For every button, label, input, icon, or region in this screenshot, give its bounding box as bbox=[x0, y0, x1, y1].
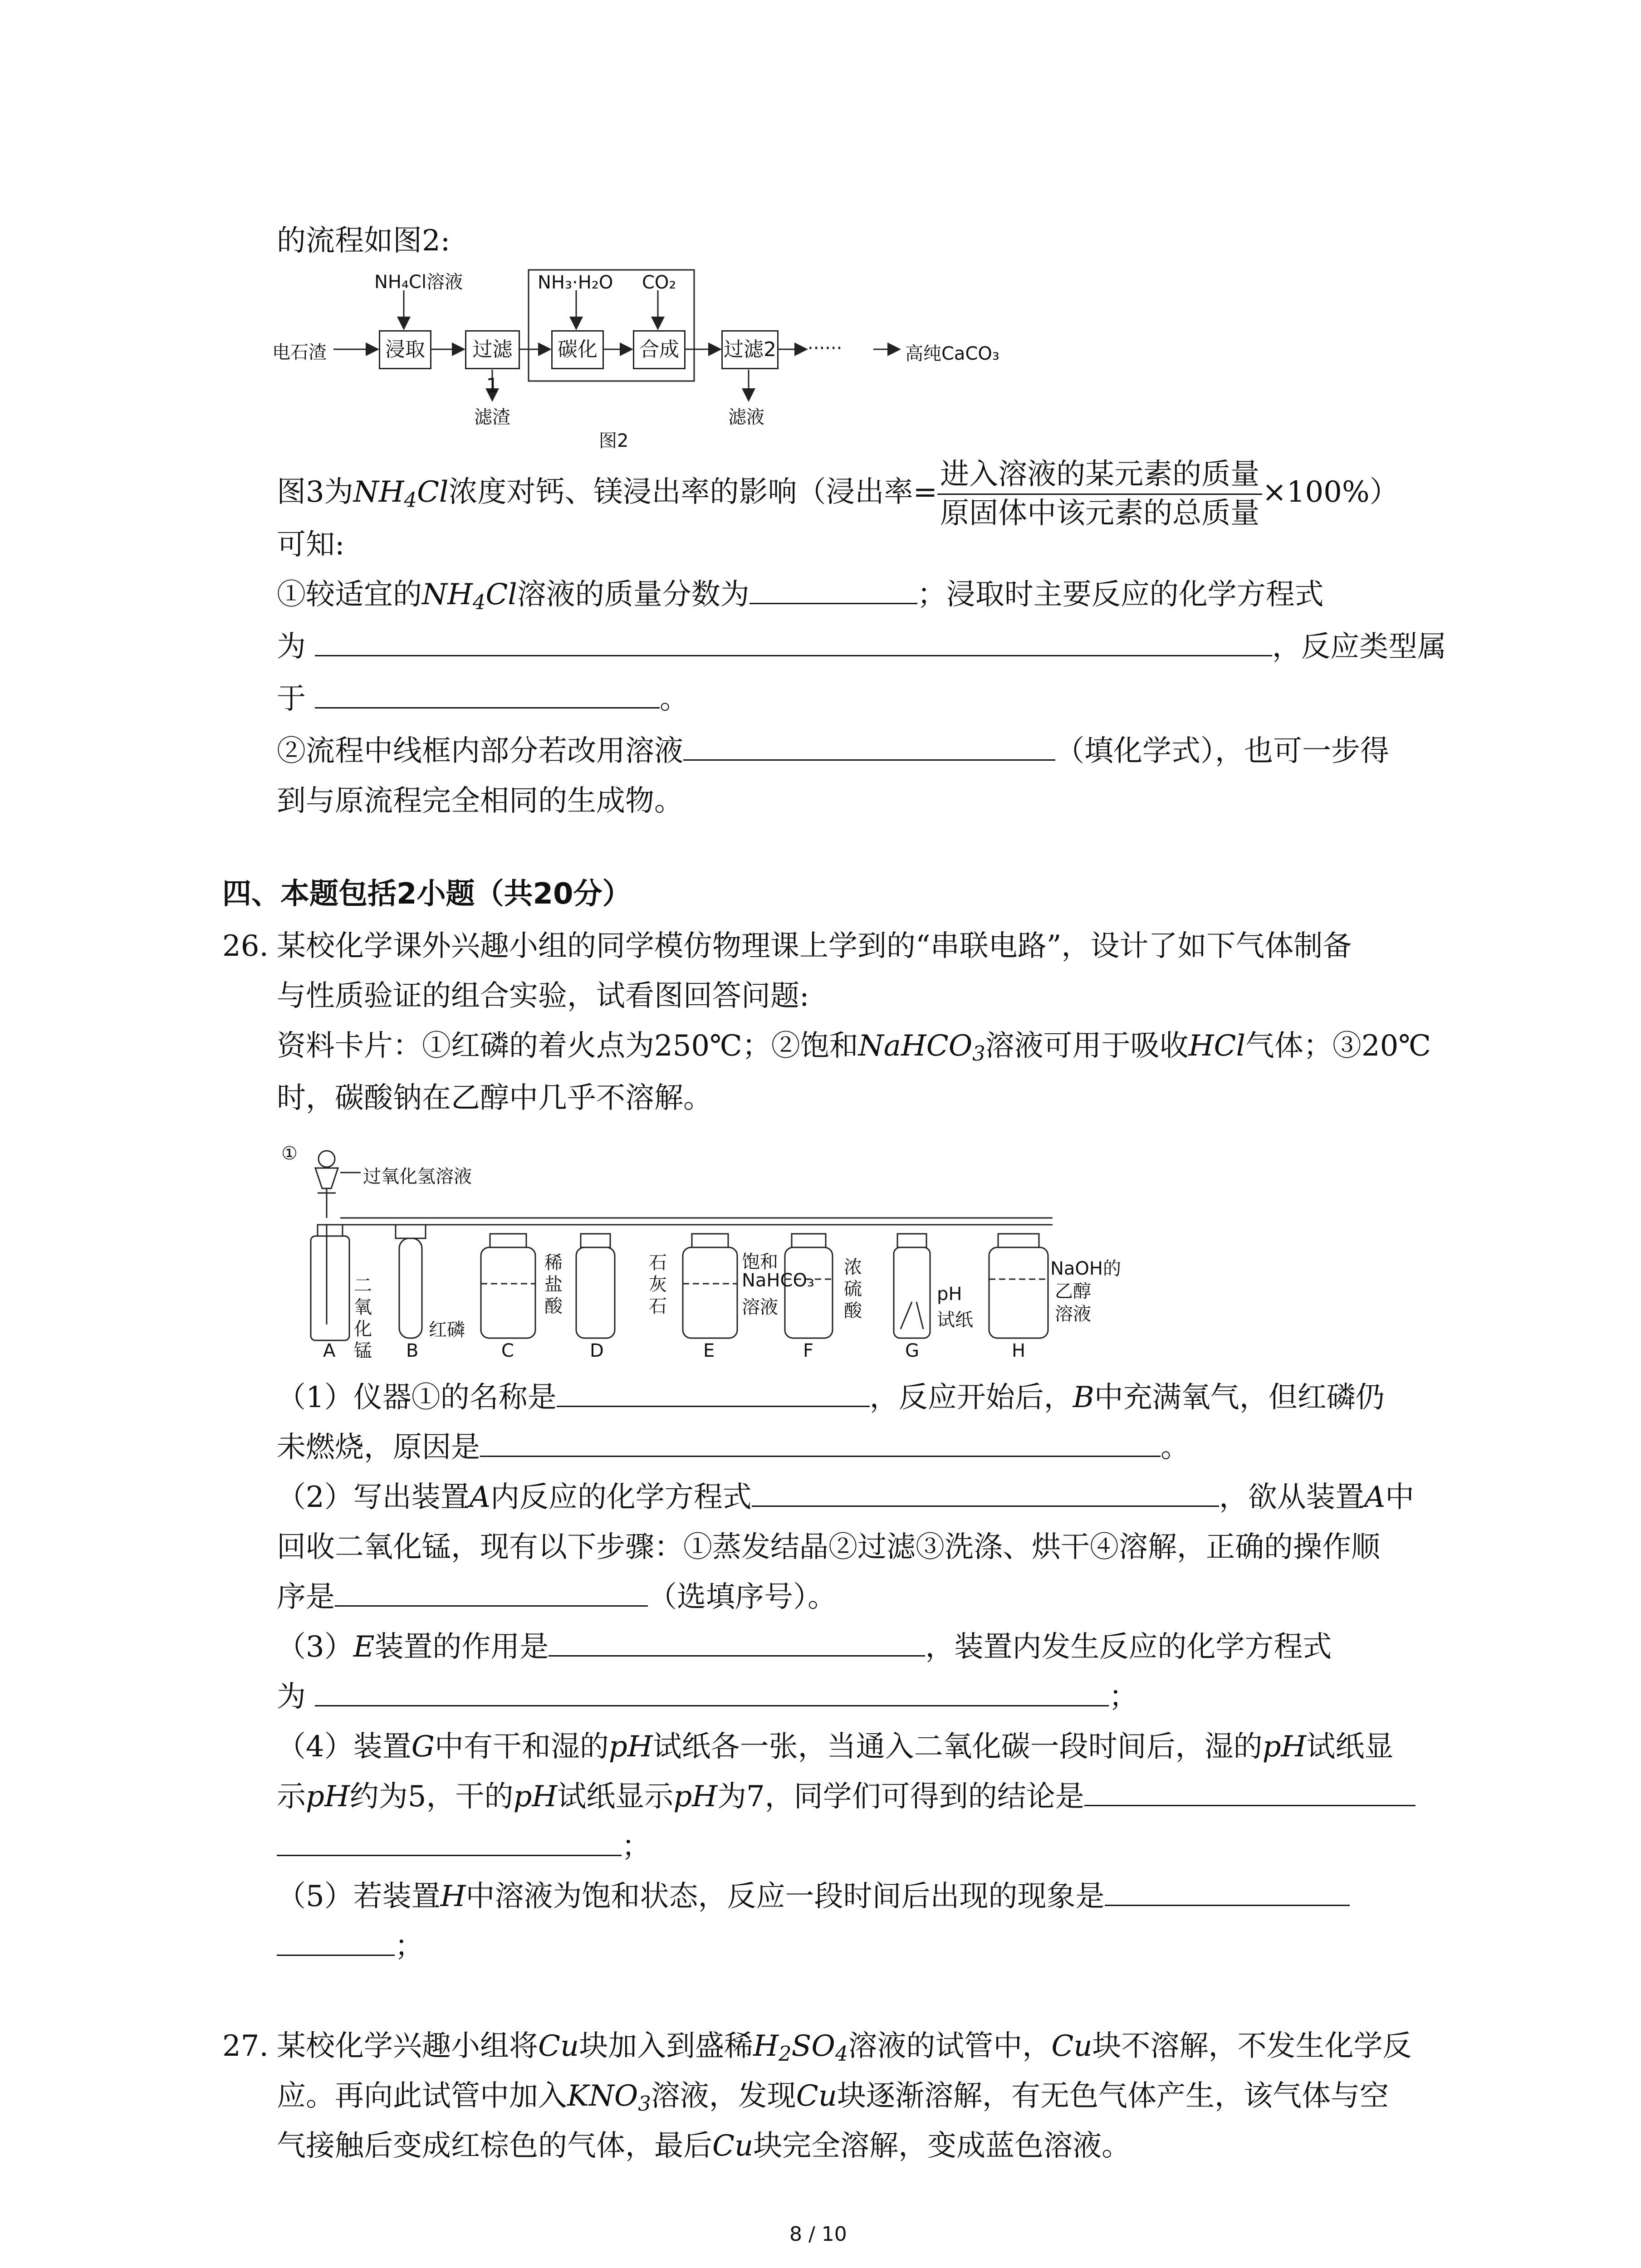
h2o2-label: 过氧化氢溶液 bbox=[363, 1166, 472, 1187]
q25-part2-line1: ②流程中线框内部分若改用溶液 （填化学式），也可一步得 bbox=[277, 733, 1389, 770]
flow-step-synthesis: 合成 bbox=[633, 330, 686, 369]
q26-stem-line2: 与性质验证的组合实验，试看图回答问题: bbox=[277, 979, 809, 1013]
q26-part4-line2: 示pH约为5，干的pH试纸显示pH为7，同学们可得到的结论是 bbox=[277, 1778, 1416, 1816]
ph-paper-label-2: 试纸 bbox=[937, 1310, 973, 1330]
answer-blank[interactable] bbox=[277, 1828, 622, 1856]
separatory-funnel-marker: ① bbox=[281, 1143, 298, 1164]
mno2-label: 二氧化锰 bbox=[354, 1275, 372, 1361]
apparatus-letter-c: C bbox=[501, 1340, 514, 1361]
apparatus-letter-d: D bbox=[590, 1340, 604, 1361]
naoh-label-1: NaOH的 bbox=[1050, 1258, 1121, 1279]
q27-line2: 应。再向此试管中加入$KNO_3$溶液，发现Cu块逐渐溶解，有无色气体产生，该气体与空 bbox=[277, 2079, 1389, 2116]
apparatus-letter-b: B bbox=[406, 1340, 419, 1361]
q25-part1-line2: 为 ，反应类型属 bbox=[277, 628, 1446, 666]
q27-number: 27. bbox=[222, 2029, 269, 2063]
q26-part3-line1: （3）E装置的作用是 ，装置内发生反应的化学方程式 bbox=[277, 1628, 1332, 1666]
q25-fig3-line: 图3为$NH_4Cl$浓度对钙、镁浸出率的影响（浸出率= $\frac{\text{进入溶液的某元素的质量}}{\text{原固体中该元素的总质量}}$ ×100%） bbox=[277, 456, 1399, 533]
answer-blank[interactable] bbox=[557, 1379, 870, 1407]
flow-step-leach: 浸取 bbox=[379, 330, 431, 369]
q25-part1-line3: 于 。 bbox=[277, 680, 689, 718]
answer-blank[interactable] bbox=[1105, 1878, 1350, 1906]
nahco3-label-1: 饱和 bbox=[742, 1251, 778, 1272]
answer-blank[interactable] bbox=[315, 1679, 1109, 1706]
page-number: 8 / 10 bbox=[789, 2223, 847, 2246]
flow-waste-filtrate: 滤液 bbox=[728, 407, 764, 428]
flow-step-carbonize: 碳化 bbox=[551, 330, 604, 369]
flow-input-material: 电石渣 bbox=[272, 342, 327, 363]
flow-product: 高纯CaCO₃ bbox=[905, 343, 999, 364]
flow-step-filter2: 过滤2 bbox=[721, 330, 779, 369]
q26-stem-line4: 时，碳酸钠在乙醇中几乎不溶解。 bbox=[277, 1081, 712, 1115]
answer-blank[interactable] bbox=[277, 1928, 395, 1956]
q26-part4-line3: ； bbox=[277, 1828, 651, 1866]
q25-part2-line2: 到与原流程完全相同的生成物。 bbox=[277, 784, 683, 818]
apparatus-letter-h: H bbox=[1012, 1340, 1026, 1361]
q26-part5-line2: ； bbox=[277, 1928, 424, 1965]
q27-line1: 某校化学兴趣小组将Cu块加入到盛稀$H_2SO_4$溶液的试管中，Cu块不溶解，不发生化学反 bbox=[277, 2029, 1412, 2066]
apparatus-letter-f: F bbox=[803, 1340, 814, 1361]
nahco3-label-3: 溶液 bbox=[742, 1297, 778, 1318]
flow-reagent-nh3h2o: NH₃·H₂O bbox=[538, 272, 613, 293]
q25-part1-line1: ①较适宜的$NH_4Cl$溶液的质量分数为 ；浸取时主要反应的化学方程式 bbox=[277, 576, 1324, 616]
apparatus-letter-a: A bbox=[323, 1340, 336, 1361]
nahco3-label-2: NaHCO₃ bbox=[742, 1270, 814, 1291]
answer-blank[interactable] bbox=[549, 1629, 925, 1657]
answer-blank[interactable] bbox=[752, 1479, 1219, 1507]
apparatus-figure bbox=[272, 1134, 1121, 1361]
naoh-label-3: 溶液 bbox=[1055, 1304, 1091, 1325]
q25-knowable: 可知: bbox=[277, 528, 345, 562]
section-4-title: 四、本题包括2小题（共20分） bbox=[222, 877, 632, 911]
q26-part1-line2: 未燃烧，原因是 。 bbox=[277, 1429, 1190, 1466]
flow-intro: 的流程如图2: bbox=[277, 224, 451, 258]
q26-part2-line3: 序是 （选填序号）。 bbox=[277, 1579, 837, 1616]
flow-diagram bbox=[272, 263, 1043, 454]
red-phosphorus-label: 红磷 bbox=[429, 1320, 465, 1340]
flow-caption: 图2 bbox=[599, 430, 629, 451]
q26-part2-line1: （2）写出装置A内反应的化学方程式 ，欲从装置A中 bbox=[277, 1479, 1414, 1516]
q27-line3: 气接触后变成红棕色的气体，最后Cu块完全溶解，变成蓝色溶液。 bbox=[277, 2129, 1131, 2163]
ph-paper-label-1: pH bbox=[937, 1284, 962, 1305]
conc-h2so4-label: 浓硫酸 bbox=[844, 1257, 862, 1321]
answer-blank[interactable] bbox=[480, 1429, 1161, 1457]
limestone-label: 石灰石 bbox=[649, 1252, 667, 1317]
leach-rate-fraction: $\frac{\text{进入溶液的某元素的质量}}{\text{原固体中该元素的总质量}}$ bbox=[937, 456, 1262, 533]
answer-blank[interactable] bbox=[315, 629, 1272, 656]
q26-stem-line1: 某校化学课外兴趣小组的同学模仿物理课上学到的“串联电路”，设计了如下气体制备 bbox=[277, 929, 1352, 963]
answer-blank[interactable] bbox=[749, 577, 917, 604]
q26-part2-line2: 回收二氧化锰，现有以下步骤：①蒸发结晶②过滤③洗涤、烘干④溶解，正确的操作顺 bbox=[277, 1530, 1380, 1564]
answer-blank[interactable] bbox=[1084, 1779, 1416, 1806]
apparatus-letter-g: G bbox=[905, 1340, 919, 1361]
q26-part3-line2: 为 ； bbox=[277, 1678, 1138, 1716]
q26-part5-line1: （5）若装置H中溶液为饱和状态，反应一段时间后出现的现象是 bbox=[277, 1878, 1350, 1916]
naoh-label-2: 乙醇 bbox=[1055, 1281, 1091, 1302]
answer-blank[interactable] bbox=[315, 681, 660, 709]
flow-reagent-nh4cl: NH₄Cl溶液 bbox=[374, 272, 463, 293]
dilute-hcl-label: 稀盐酸 bbox=[544, 1252, 563, 1317]
q26-part4-line1: （4）装置G中有干和湿的pH试纸各一张，当通入二氧化碳一段时间后，湿的pH试纸显 bbox=[277, 1730, 1394, 1764]
flow-dots: ······ bbox=[808, 338, 843, 359]
q26-number: 26. bbox=[222, 929, 269, 963]
q26-part1-line1: （1）仪器①的名称是 ，反应开始后，B中充满氧气，但红磷仍 bbox=[277, 1379, 1385, 1417]
flow-step-filter1: 过滤1 bbox=[465, 330, 520, 369]
apparatus-letter-e: E bbox=[703, 1340, 715, 1361]
q26-info-card: 资料卡片：①红磷的着火点为250℃；②饱和NaHCO$_3$溶液可用于吸收HCl气体；③20℃ bbox=[277, 1029, 1431, 1066]
flow-waste-residue: 滤渣 bbox=[474, 407, 510, 428]
answer-blank[interactable] bbox=[335, 1579, 648, 1607]
flow-reagent-co2: CO₂ bbox=[642, 272, 676, 293]
answer-blank[interactable] bbox=[683, 733, 1055, 761]
